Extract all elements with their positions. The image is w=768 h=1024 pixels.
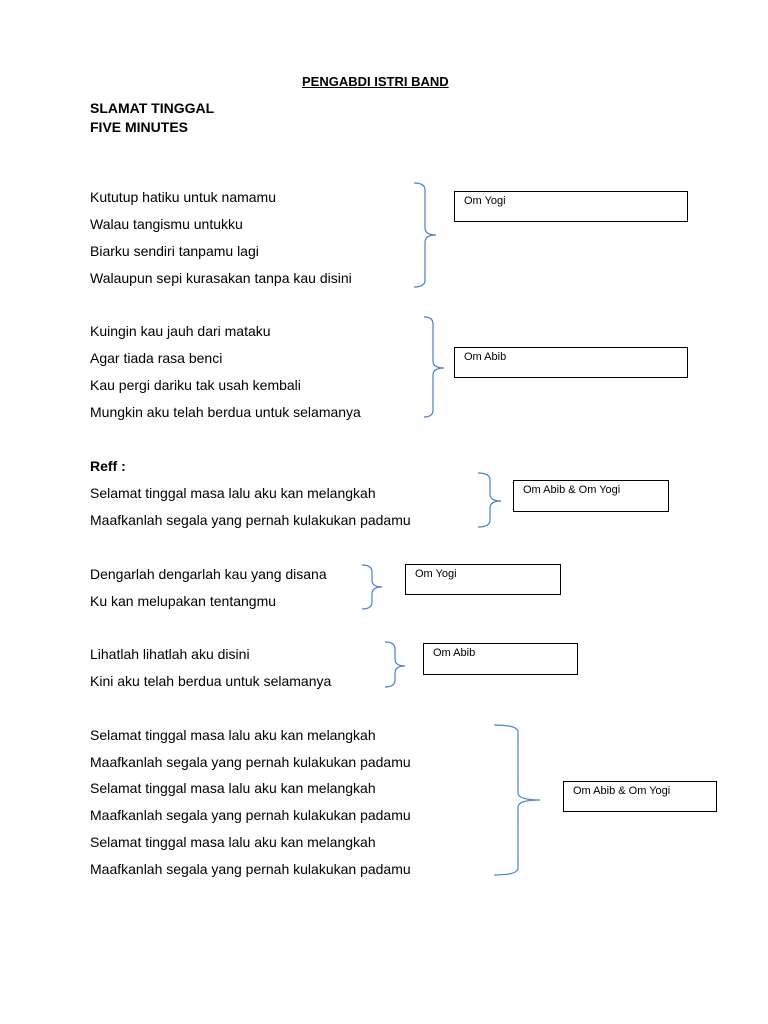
reff-label: Reff : [90,458,126,474]
lyric-line: Kututup hatiku untuk namamu [90,189,277,205]
lyric-line: Ku kan melupakan tentangmu [90,593,277,609]
lyric-line: Lihatlah lihatlah aku disini [90,646,250,662]
lyric-line: Walau tangismu untukku [90,216,243,232]
lyric-line: Kau pergi dariku tak usah kembali [90,377,301,393]
singer-box-part4: Om Yogi [405,564,561,595]
singer-box-verse2: Om Abib [454,347,688,378]
lyric-line: Selamat tinggal masa lalu aku kan melangkah [90,834,376,850]
bracket-verse2 [424,317,444,417]
bracket-outro [494,725,540,875]
lyric-line: Agar tiada rasa benci [90,350,223,366]
singer-box-outro: Om Abib & Om Yogi [563,781,717,812]
lyric-line: Dengarlah dengarlah kau yang disana [90,566,327,582]
lyric-line: Selamat tinggal masa lalu aku kan melangkah [90,485,376,501]
bracket-verse1 [414,183,436,287]
song-title-1: SLAMAT TINGGAL [90,100,215,116]
lyric-line: Maafkanlah segala yang pernah kulakukan padamu [90,861,411,877]
singer-box-verse1: Om Yogi [454,191,688,222]
bracket-reff [478,473,501,527]
lyric-line: Kuingin kau jauh dari mataku [90,323,271,339]
singer-box-reff: Om Abib & Om Yogi [513,480,669,512]
song-title-2: FIVE MINUTES [90,119,189,135]
lyric-line: Biarku sendiri tanpamu lagi [90,243,259,259]
bracket-part4 [362,565,382,609]
lyric-line: Maafkanlah segala yang pernah kulakukan padamu [90,512,411,528]
bracket-part5 [385,642,405,687]
lyric-line: Selamat tinggal masa lalu aku kan melangkah [90,780,376,796]
lyric-line: Kini aku telah berdua untuk selamanya [90,673,332,689]
lyric-line: Selamat tinggal masa lalu aku kan melangkah [90,727,376,743]
singer-box-part5: Om Abib [423,643,578,675]
lyric-line: Mungkin aku telah berdua untuk selamanya [90,404,361,420]
lyric-line: Maafkanlah segala yang pernah kulakukan padamu [90,754,411,770]
lyric-line: Walaupun sepi kurasakan tanpa kau disini [90,270,352,286]
document-title: PENGABDI ISTRI BAND [302,74,449,89]
lyric-line: Maafkanlah segala yang pernah kulakukan padamu [90,807,411,823]
